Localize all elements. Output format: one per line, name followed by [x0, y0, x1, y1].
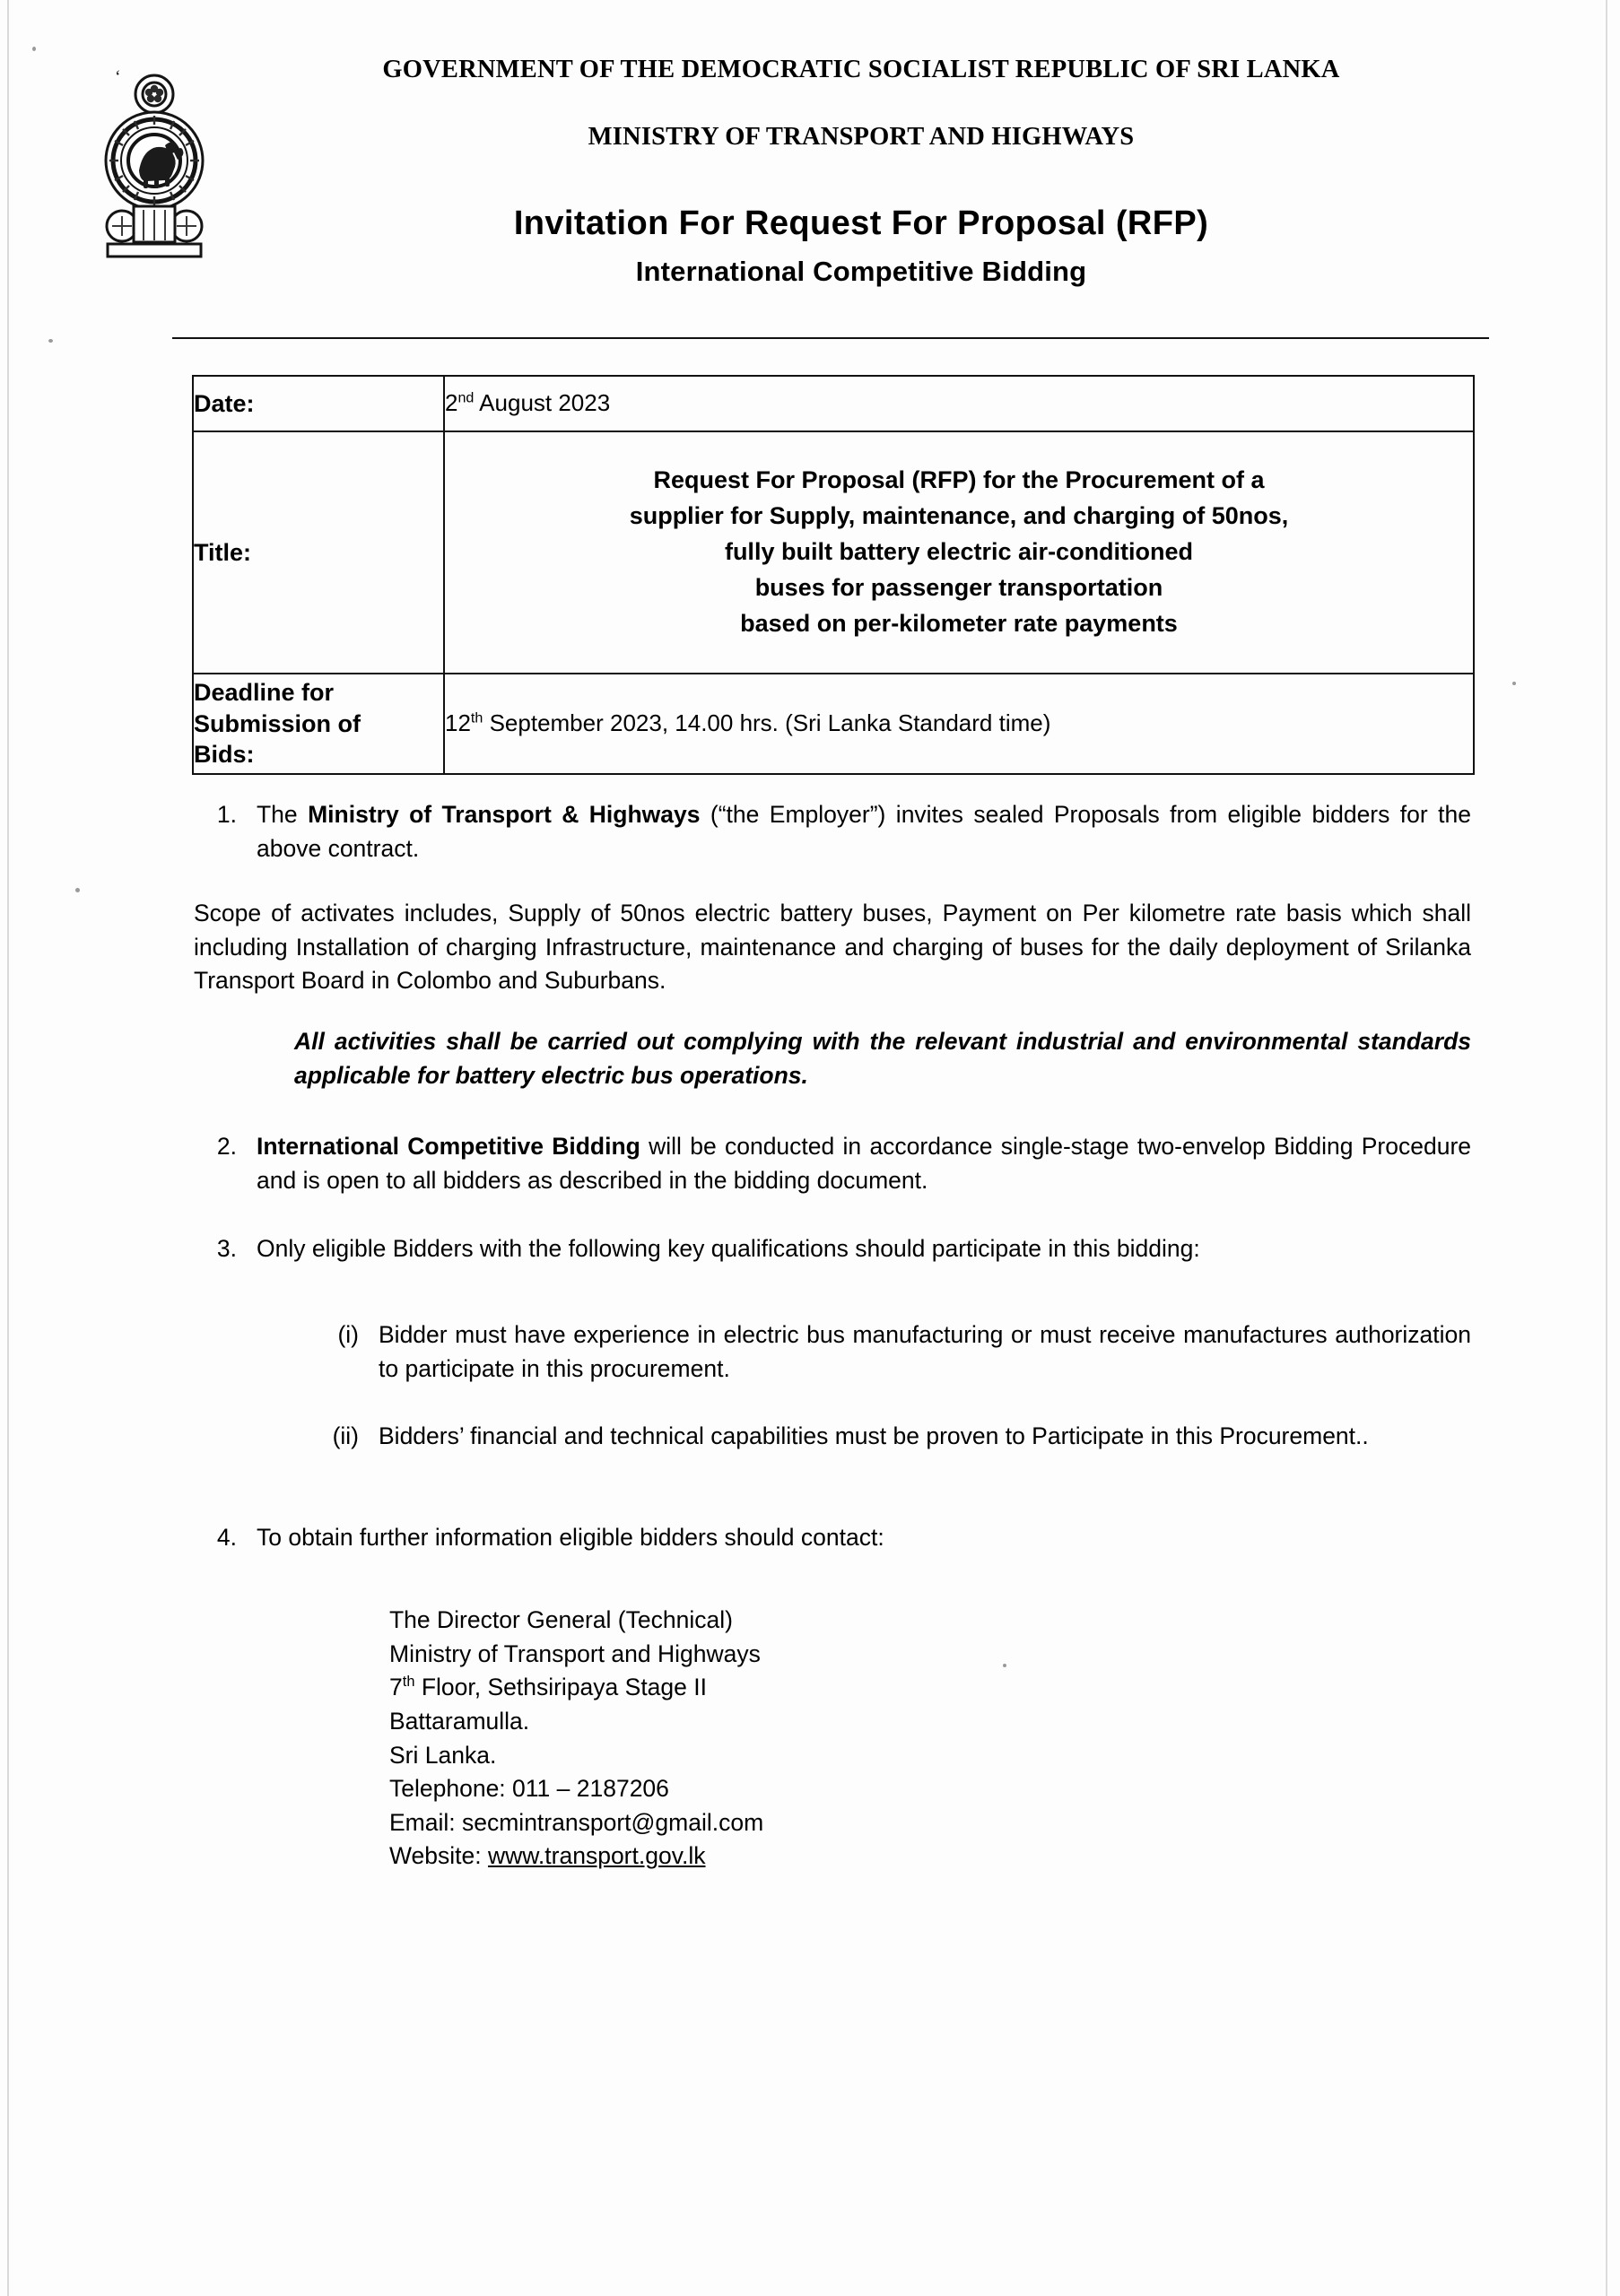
- qualification-i-text: Bidder must have experience in electric bus manufacturing or must receive manufactures authorization to participate in this procurement.: [379, 1321, 1471, 1382]
- qualification-item-i: [309, 1318, 1471, 1386]
- scope-paragraph: Scope of activates includes, Supply of 50nos electric battery buses, Payment on Per kilometre rate basis which shall including Installation of charging Infrastructure, maintenance and charging of buses for the daily deployment of Srilanka Transport Board in Colombo and Suburbans.: [194, 900, 1471, 995]
- sri-lanka-national-emblem-icon: [97, 67, 212, 263]
- date-ordinal-suffix: nd: [457, 389, 475, 406]
- table-row: [193, 431, 1474, 674]
- clause-3-marker: 3.: [216, 1235, 237, 1262]
- page-subtitle: International Competitive Bidding: [635, 256, 1087, 287]
- contact-block: [389, 1604, 763, 1874]
- clause-1: [194, 798, 1471, 865]
- qualification-ii-marker: (ii): [332, 1422, 359, 1449]
- clause-2-text: [237, 1130, 1471, 1197]
- activities-compliance-note: All activities shall be carried out complying with the relevant industrial and environmental standards applicable for battery electric bus operations.: [294, 1028, 1471, 1089]
- clause-3: [194, 1232, 1471, 1266]
- clause-3-text: Only eligible Bidders with the following key qualifications should participate in this bidding:: [257, 1235, 1200, 1262]
- clause-1-part-a: The: [257, 801, 309, 828]
- scan-speck: [32, 47, 36, 51]
- scan-speck: [1512, 682, 1516, 685]
- header-divider: [172, 337, 1489, 339]
- clause-4-marker: 4.: [216, 1524, 237, 1551]
- clause-2-bidding-type: International Competitive Bidding: [257, 1133, 640, 1160]
- deadline-day-number: 12: [445, 709, 471, 737]
- title-line: Request For Proposal (RFP) for the Procurement of a: [653, 466, 1265, 494]
- scan-edge-left: [7, 0, 9, 2296]
- title-line: fully built battery electric air-conditioned: [724, 538, 1194, 566]
- clause-4-text: To obtain further information eligible bidders should contact:: [257, 1524, 884, 1551]
- government-heading: GOVERNMENT OF THE DEMOCRATIC SOCIALIST REPUBLIC OF SRI LANKA: [382, 56, 1340, 83]
- table-row: [193, 674, 1474, 774]
- title-line: based on per-kilometer rate payments: [740, 609, 1178, 637]
- clause-1-marker: 1.: [216, 801, 237, 828]
- contact-floor-rest: Floor, Sethsiripaya Stage II: [414, 1674, 707, 1701]
- contact-address-floor: [389, 1671, 763, 1705]
- contact-floor-number: 7: [389, 1674, 403, 1701]
- scan-speck: [75, 888, 80, 892]
- deadline-label-line: Deadline for: [194, 679, 335, 707]
- qualification-item-ii: [309, 1420, 1471, 1454]
- qualification-ii-text: Bidders’ financial and technical capabilities must be proven to Participate in this Procurement..: [379, 1422, 1369, 1449]
- clause-1-employer-name: Ministry of Transport & Highways: [308, 801, 701, 828]
- scan-edge-right: [1606, 0, 1607, 2296]
- contact-ministry: Ministry of Transport and Highways: [389, 1639, 761, 1667]
- scan-tick-mark: ‘: [115, 67, 121, 87]
- title-value: [444, 431, 1474, 674]
- qualification-i-marker: (i): [337, 1321, 359, 1348]
- contact-website-link[interactable]: www.transport.gov.lk: [487, 1842, 706, 1870]
- date-value: [444, 376, 1474, 431]
- contact-website-label: Website:: [389, 1842, 488, 1870]
- clause-2-part-b: will be conducted in accordance single-stage two-envelop Bidding Procedure and is open to all bidders as described in the bidding document.: [257, 1133, 1472, 1194]
- contact-city: Battaramulla.: [389, 1707, 530, 1735]
- clause-4: [194, 1521, 1471, 1555]
- clause-2: [194, 1130, 1471, 1197]
- date-month-year: August 2023: [474, 389, 611, 417]
- title-line: supplier for Supply, maintenance, and charging of 50nos,: [629, 502, 1289, 530]
- contact-country: Sri Lanka.: [389, 1741, 497, 1769]
- clause-1-part-c: (“the Employer”) invites sealed Proposals from eligible bidders for the above contract.: [257, 801, 1471, 862]
- date-day-number: 2: [445, 389, 458, 417]
- scan-speck: [1003, 1664, 1006, 1667]
- page-title: Invitation For Request For Proposal (RFP): [513, 204, 1209, 242]
- ministry-heading: MINISTRY OF TRANSPORT AND HIGHWAYS: [588, 123, 1135, 151]
- deadline-label-line: Submission of: [194, 709, 361, 737]
- contact-designation: The Director General (Technical): [389, 1606, 733, 1633]
- deadline-label: [193, 674, 444, 774]
- clause-2-marker: 2.: [216, 1133, 237, 1160]
- title-line: buses for passenger transportation: [754, 573, 1163, 601]
- contact-email: Email: secmintransport@gmail.com: [389, 1808, 764, 1836]
- contact-website-row: [389, 1839, 763, 1874]
- deadline-ordinal-suffix: th: [470, 709, 483, 726]
- deadline-rest: September 2023, 14.00 hrs. (Sri Lanka Standard time): [483, 709, 1051, 737]
- table-row: [193, 376, 1474, 431]
- title-label: Title:: [193, 431, 444, 674]
- deadline-label-line: Bids:: [194, 741, 255, 769]
- scan-speck: [48, 339, 53, 343]
- contact-telephone: Telephone: 011 – 2187206: [389, 1775, 669, 1803]
- date-label: Date:: [193, 376, 444, 431]
- rfp-summary-table: [192, 375, 1475, 775]
- deadline-value: [444, 674, 1474, 774]
- clause-1-text: [237, 798, 1471, 865]
- contact-floor-ordinal: th: [402, 1674, 415, 1691]
